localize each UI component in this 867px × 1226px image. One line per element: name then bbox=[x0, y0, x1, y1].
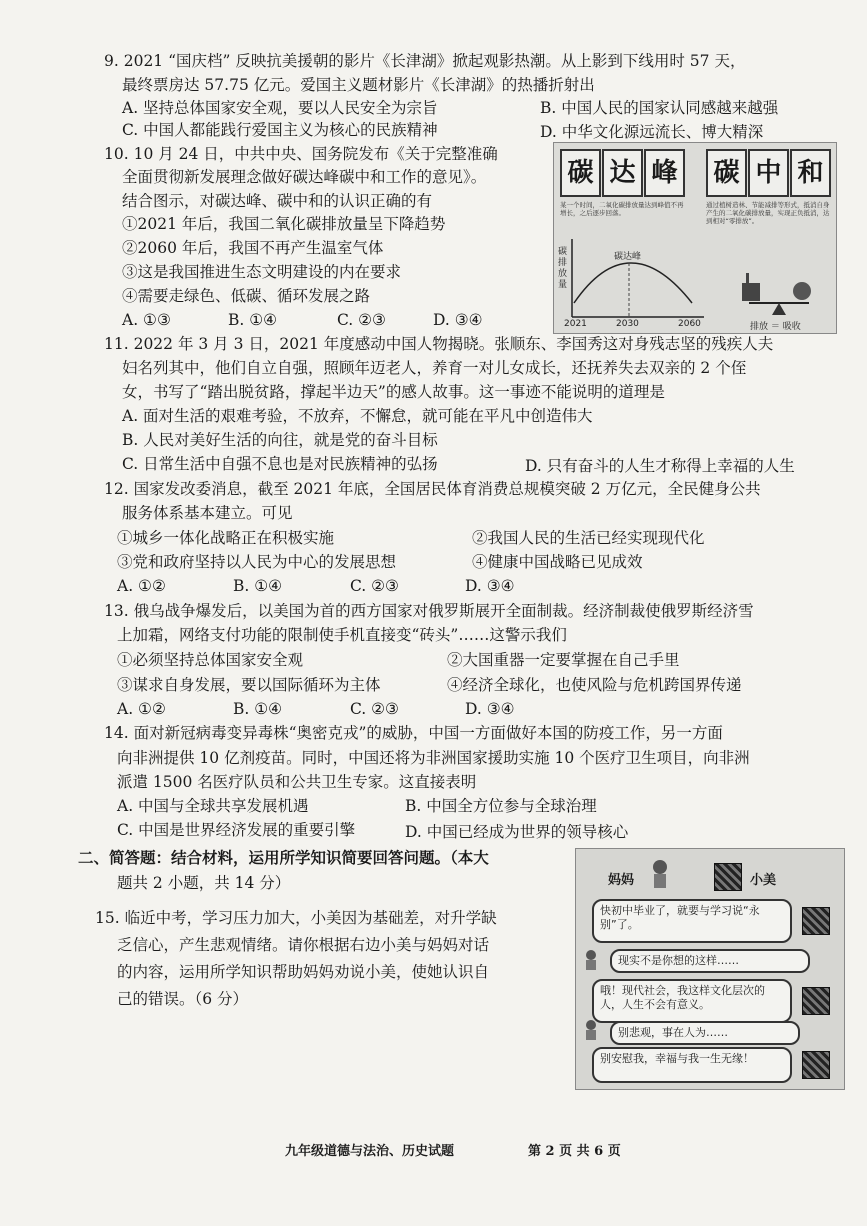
dialogue-bubble-girl: 哦！现代社会，我这样文化层次的人，人生不会有意义。 bbox=[592, 979, 792, 1023]
q12-statement-4: ④健康中国战略已见成效 bbox=[472, 553, 643, 571]
q10-stem-line2: 全面贯彻新发展理念做好碳达峰碳中和工作的意见》。 bbox=[122, 168, 487, 186]
q9-option-a: A. 坚持总体国家安全观，要以人民安全为宗旨 bbox=[122, 99, 438, 117]
q13-option-a: A. ①② bbox=[117, 700, 166, 718]
q13-option-d: D. ③④ bbox=[465, 700, 515, 718]
chimney-icon bbox=[746, 273, 749, 283]
q11-stem-line2: 妇名列其中，他们自立自强，照顾年迈老人，养育一对儿女成长，还抚养失去双亲的 2 个侄 bbox=[122, 359, 747, 377]
carbon-peak-neutrality-figure bbox=[553, 142, 837, 334]
note-carbon-peak: 某一个时间，二氧化碳排放量达到峰值不再增长，之后逐步回落。 bbox=[560, 201, 684, 217]
q12-stem-line1: 12. 国家发改委消息，截至 2021 年底，全国居民体育消费总规模突破 2 万亿元，全民健身公共 bbox=[104, 480, 761, 498]
q13-statement-2: ②大国重器一定要掌握在自己手里 bbox=[447, 651, 680, 669]
dialogue-bubble-mom: 现实不是你想的这样…… bbox=[610, 949, 810, 973]
chart-ylabel: 碳排放量 bbox=[558, 247, 568, 290]
q13-stem-line2: 上加霜，网络支付功能的限制使手机直接变“砖头”……这警示我们 bbox=[117, 626, 567, 644]
q9-option-b: B. 中国人民的国家认同感越来越强 bbox=[540, 99, 779, 117]
mom-icon bbox=[582, 1019, 600, 1041]
q13-statement-3: ③谋求自身发展，要以国际循环为主体 bbox=[117, 676, 381, 694]
q12-stem-line2: 服务体系基本建立。可见 bbox=[122, 504, 293, 522]
tree-icon bbox=[793, 282, 811, 300]
tile-char: 碳 bbox=[706, 149, 747, 197]
q14-stem-line3: 派遣 1500 名医疗队员和公共卫生专家。这直接表明 bbox=[117, 773, 477, 791]
q10-statement-2: ②2060 年后，我国不再产生温室气体 bbox=[122, 239, 384, 257]
section2-heading-line1: 二、简答题：结合材料，运用所学知识简要回答问题。（本大 bbox=[78, 848, 489, 867]
mother-daughter-dialogue-figure bbox=[575, 848, 845, 1090]
q9-option-d: D. 中华文化源远流长、博大精深 bbox=[540, 123, 764, 141]
balance-label: 排放 ＝ 吸收 bbox=[750, 322, 801, 332]
x-tick-2060: 2060 bbox=[678, 319, 701, 329]
q11-option-b: B. 人民对美好生活的向往，就是党的奋斗目标 bbox=[122, 431, 438, 449]
balance-pivot bbox=[772, 303, 786, 315]
q14-option-d: D. 中国已经成为世界的领导核心 bbox=[405, 823, 629, 841]
q13-option-b: B. ①④ bbox=[233, 700, 283, 718]
q13-stem-line1: 13. 俄乌战争爆发后，以美国为首的西方国家对俄罗斯展开全面制裁。经济制裁使俄罗斯经济雪 bbox=[104, 602, 754, 620]
q15-stem-line3: 的内容，运用所学知识帮助妈妈劝说小美，使她认识自 bbox=[117, 963, 490, 981]
emission-curve bbox=[574, 263, 692, 303]
q12-option-b: B. ①④ bbox=[233, 577, 283, 595]
mom-label: 妈妈 bbox=[608, 873, 635, 888]
q14-option-c: C. 中国是世界经济发展的重要引擎 bbox=[117, 821, 356, 839]
q14-stem-line2: 向非洲提供 10 亿剂疫苗。同时，中国还将为非洲国家援助实施 10 个医疗卫生项目，向非洲 bbox=[117, 749, 750, 767]
girl-label: 小美 bbox=[750, 873, 777, 888]
dialogue-bubble-mom: 别悲观，事在人为…… bbox=[610, 1021, 800, 1045]
x-tick-2021: 2021 bbox=[564, 319, 587, 329]
q13-option-c: C. ②③ bbox=[350, 700, 399, 718]
girl-avatar-icon bbox=[802, 907, 830, 935]
q10-option-c: C. ②③ bbox=[337, 311, 386, 329]
q15-stem-line2: 乏信心，产生悲观情绪。请你根据右边小美与妈妈对话 bbox=[117, 936, 490, 954]
q11-stem-line1: 11. 2022 年 3 月 3 日，2021 年度感动中国人物揭晓。张顺东、李国秀这对身残志坚的残疾人夫 bbox=[104, 335, 774, 353]
q12-option-c: C. ②③ bbox=[350, 577, 399, 595]
q13-statement-1: ①必须坚持总体国家安全观 bbox=[117, 651, 304, 669]
tile-char: 达 bbox=[602, 149, 643, 197]
tile-char: 中 bbox=[748, 149, 789, 197]
dialogue-bubble-girl: 别安慰我，幸福与我一生无缘！ bbox=[592, 1047, 792, 1083]
factory-icon bbox=[742, 283, 760, 301]
q10-option-d: D. ③④ bbox=[433, 311, 483, 329]
q10-stem-line1: 10. 10 月 24 日，中共中央、国务院发布《关于完整准确 bbox=[104, 145, 498, 163]
q15-stem-line1: 15. 临近中考，学习压力加大，小美因为基础差，对升学缺 bbox=[95, 909, 497, 927]
q10-statement-4: ④需要走绿色、低碳、循环发展之路 bbox=[122, 287, 371, 305]
dialogue-bubble-girl: 快初中毕业了，就要与学习说“永别”了。 bbox=[592, 899, 792, 943]
q9-stem-line2: 最终票房达 57.75 亿元。爱国主义题材影片《长津湖》的热播折射出 bbox=[122, 76, 595, 94]
q10-statement-1: ①2021 年后，我国二氧化碳排放量呈下降趋势 bbox=[122, 215, 446, 233]
q14-option-b: B. 中国全方位参与全球治理 bbox=[405, 797, 597, 815]
q11-option-a: A. 面对生活的艰难考验，不放弃，不懈怠，就可能在平凡中创造伟大 bbox=[122, 407, 593, 425]
emission-curve-svg bbox=[554, 143, 836, 333]
q9-stem-line1: 9. 2021 “国庆档” 反映抗美援朝的影片《长津湖》掀起观影热潮。从上影到下线用时 57 天， bbox=[104, 52, 746, 70]
q10-option-a: A. ①③ bbox=[122, 311, 171, 329]
tile-char: 和 bbox=[790, 149, 831, 197]
q11-option-d: D. 只有奋斗的人生才称得上幸福的人生 bbox=[525, 457, 795, 475]
tile-char: 碳 bbox=[560, 149, 601, 197]
girl-avatar-icon bbox=[802, 1051, 830, 1079]
peak-label: 碳达峰 bbox=[614, 252, 642, 262]
q12-option-a: A. ①② bbox=[117, 577, 166, 595]
q12-statement-2: ②我国人民的生活已经实现现代化 bbox=[472, 529, 705, 547]
q14-option-a: A. 中国与全球共享发展机遇 bbox=[117, 797, 309, 815]
q12-statement-3: ③党和政府坚持以人民为中心的发展思想 bbox=[117, 553, 397, 571]
footer-page-number: 第 2 页 共 6 页 bbox=[528, 1144, 621, 1159]
q15-stem-line4: 己的错误。（6 分） bbox=[117, 990, 249, 1008]
q11-option-c: C. 日常生活中自强不息也是对民族精神的弘扬 bbox=[122, 455, 438, 473]
q9-option-c: C. 中国人都能践行爱国主义为核心的民族精神 bbox=[122, 121, 438, 139]
tile-char: 峰 bbox=[644, 149, 685, 197]
mom-icon bbox=[650, 859, 670, 889]
q10-stem-line3: 结合图示，对碳达峰、碳中和的认识正确的有 bbox=[122, 192, 433, 210]
footer-exam-title: 九年级道德与法治、历史试题 bbox=[285, 1144, 455, 1159]
q14-stem-line1: 14. 面对新冠病毒变异毒株“奥密克戎”的威胁，中国一方面做好本国的防疫工作，另一方面 bbox=[104, 724, 723, 742]
q10-option-b: B. ①④ bbox=[228, 311, 278, 329]
q13-statement-4: ④经济全球化，也使风险与危机跨国界传递 bbox=[447, 676, 742, 694]
note-carbon-neutral: 通过植树造林、节能减排等形式，抵消自身产生的二氧化碳排放量，实现正负抵消，达到相对“零排放”。 bbox=[706, 201, 830, 225]
girl-avatar-icon bbox=[714, 863, 742, 891]
q10-statement-3: ③这是我国推进生态文明建设的内在要求 bbox=[122, 263, 402, 281]
girl-avatar-icon bbox=[802, 987, 830, 1015]
mom-icon bbox=[582, 949, 600, 971]
section2-heading-line2: 题共 2 小题，共 14 分） bbox=[117, 874, 291, 892]
q11-stem-line3: 女，书写了“踏出脱贫路，撑起半边天”的感人故事。这一事迹不能说明的道理是 bbox=[122, 383, 665, 401]
x-tick-2030: 2030 bbox=[616, 319, 639, 329]
q12-option-d: D. ③④ bbox=[465, 577, 515, 595]
q12-statement-1: ①城乡一体化战略正在积极实施 bbox=[117, 529, 335, 547]
